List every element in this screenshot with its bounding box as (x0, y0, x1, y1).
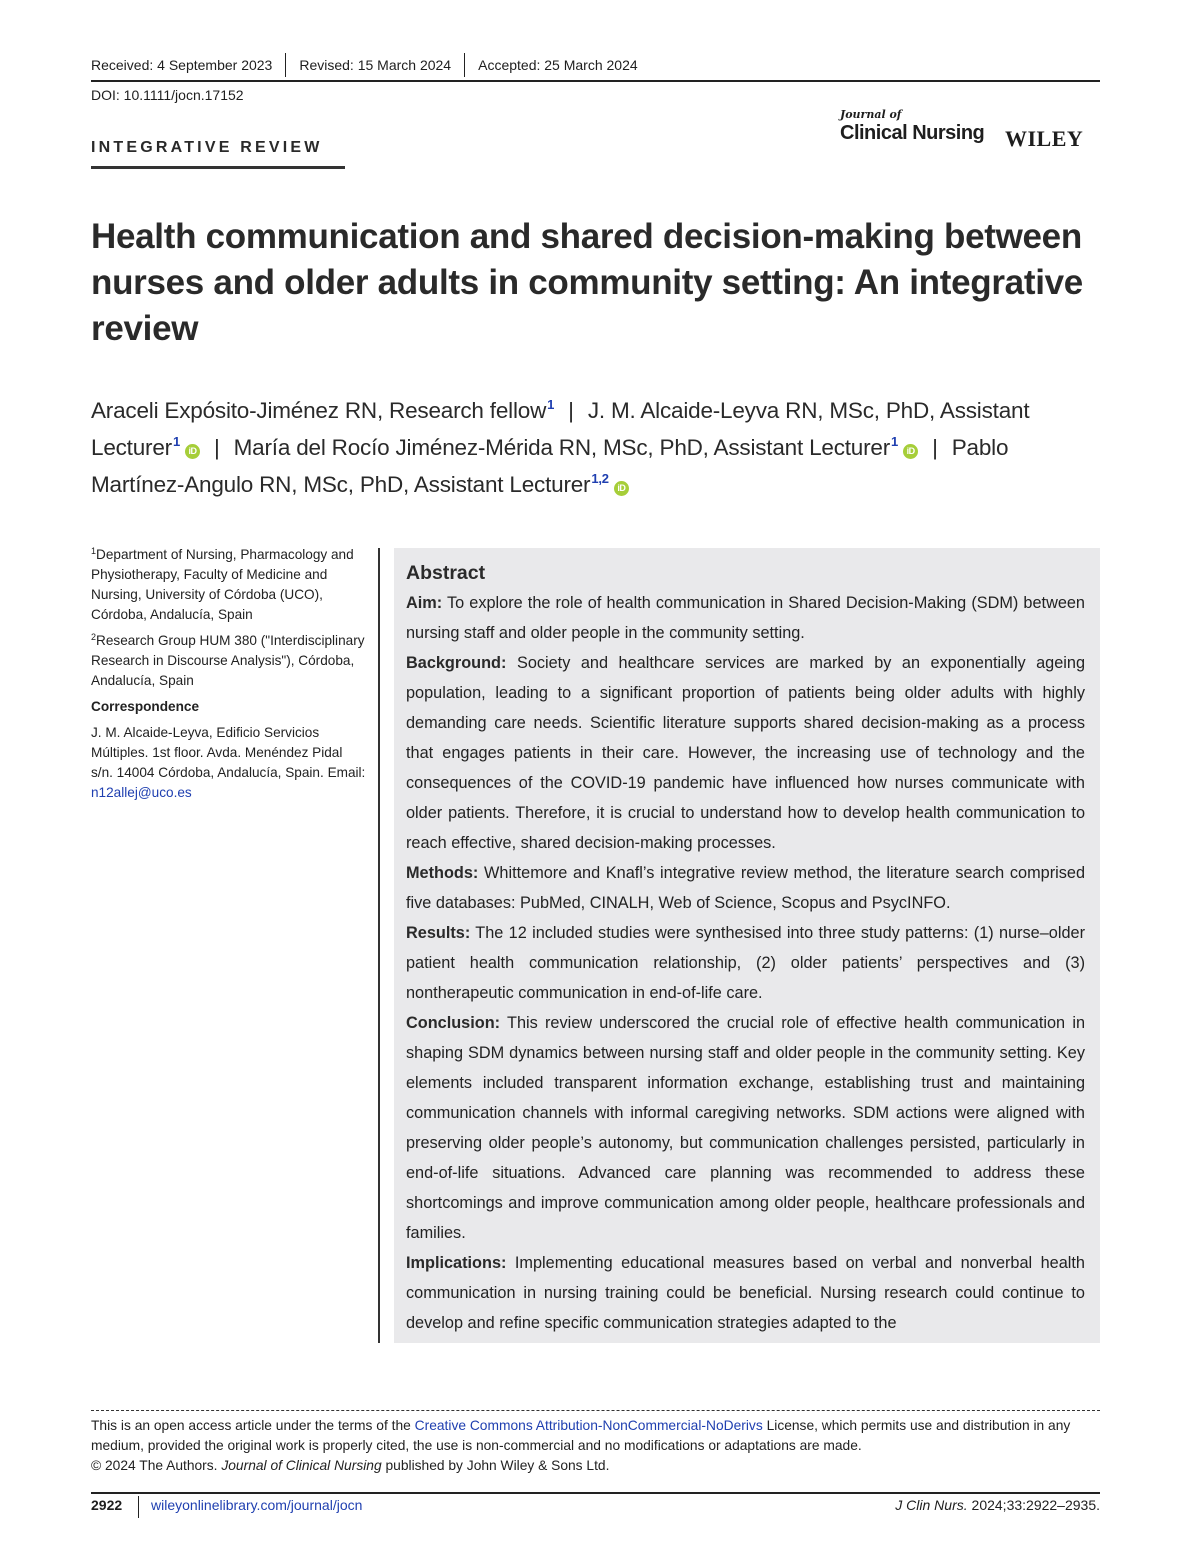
column-rule (378, 548, 380, 1343)
author-name: J. M. Alcaide-Leyva RN, MSc, PhD, Assistant Lecturer (91, 398, 1030, 460)
author-name: Pablo Martínez-Angulo RN, MSc, PhD, Assistant Lecturer (91, 435, 1009, 497)
article-dates (91, 57, 638, 77)
license-notice: This is an open access article under the terms of the Creative Commons Attribution-NonCommercial-NoDerivs License, which permits use and distribution in any medium, provided the original work is properly cited, the use is non-commercial and no modifications or adaptations are made. © 2024 The Authors. Journal of Clinical Nursing published by John Wiley & Sons Ltd. (91, 1416, 1100, 1476)
doi[interactable]: DOI: 10.1111/jocn.17152 (91, 87, 244, 103)
author-separator: | (932, 435, 938, 460)
affiliation: $^1$Department of Nursing, Pharmacology and Physiotherapy, Faculty of Medicine and Nursing, University of Córdoba (UCO), Córdoba, Andalucía, Spain (91, 546, 354, 622)
section-label: INTEGRATIVE REVIEW (91, 139, 323, 156)
author-name: Araceli Expósito-Jiménez RN, Research fellow (91, 398, 547, 423)
abstract-aim: Aim: To explore the role of health communication in Shared Decision-Making (SDM) between nursing staff and older people in the community setting. (406, 594, 1085, 642)
abstract-methods: Methods: Whittemore and Knafl’s integrative review method, the literature search comprised five databases: PubMed, CINALH, Web of Science, Scopus and PsycINFO. (406, 864, 1086, 912)
copyright: © 2024 The Authors. Journal of Clinical Nursing published by John Wiley & Sons Ltd. (91, 1458, 610, 1473)
affiliations (91, 545, 366, 803)
citation: J Clin Nurs. 2024;33:2922–2935. (895, 1497, 1100, 1513)
correspondence-address: J. M. Alcaide-Leyva, Edificio Servicios Múltiples. 1st floor. Avda. Menéndez Pidal s/n. 14004 Córdoba, Andalucía, Spain. Email: n12allej@uco.es (91, 725, 366, 800)
publisher-logo: WILEY (1005, 126, 1084, 151)
license-link[interactable]: Creative Commons Attribution-NonCommercial-NoDerivs (414, 1418, 763, 1433)
abstract-conclusion: Conclusion: This review underscored the crucial role of effective health communication in shaping SDM dynamics between nursing staff and older people in the community setting. Key elements included transparent information exchange, establishing trust and maintaining communication channels with informal caregiving networks. SDM actions were aligned with preserving older people’s autonomy, but communication challenges persisted, particularly in end-of-life situations. Advanced care planning was recommended to address these shortcomings and improve communication among older people, healthcare professionals and families. (406, 1014, 1085, 1242)
date-divider (285, 53, 286, 77)
email-label: Email: (327, 765, 366, 780)
orcid-icon[interactable]: iD (614, 481, 629, 496)
author-separator: | (568, 398, 574, 423)
footer-divider (138, 1496, 139, 1518)
author-list (91, 392, 1101, 503)
footer-rule (91, 1492, 1100, 1494)
abstract-results: Results: The 12 included studies were synthesised into three study patterns: (1) nurse–older patient health communication relationship, (2) older patients’ perspectives and (3) nontherapeutic communication in end-of-life care. (406, 924, 1085, 1002)
affiliation-ref[interactable]: 1 (547, 397, 555, 412)
author-separator: | (213, 435, 220, 460)
affiliation-ref[interactable]: 1,2 (591, 471, 609, 486)
abstract-background: Background: Society and healthcare services are marked by an exponentially ageing population, leading to a significant proportion of patients being older adults with highly demanding care needs. Scientific literature supports shared decision-making as a process that engages patients in their care. However, the increasing use of technology and the consequences of the COVID-19 pandemic have influenced how nurses communicate with older patients. Therefore, it is crucial to understand how to develop health communication to reach effective, shared decision-making processes. (406, 654, 1085, 852)
header-rule (91, 80, 1100, 82)
received-date: Received: 4 September 2023 (91, 57, 273, 73)
orcid-icon[interactable]: iD (185, 444, 200, 459)
journal-url-link[interactable]: wileyonlinelibrary.com/journal/jocn (151, 1497, 363, 1513)
affiliation: $^2$Research Group HUM 380 ("Interdisciplinary Research in Discourse Analysis"), Córdoba, Andalucía, Spain (91, 632, 365, 688)
abstract-box (394, 548, 1100, 1343)
orcid-icon[interactable]: iD (903, 444, 918, 459)
date-divider (464, 53, 465, 77)
revised-date: Revised: 15 March 2024 (299, 57, 452, 73)
journal-logo (840, 108, 1100, 152)
abstract-implications: Implications: Implementing educational measures based on verbal and nonverbal health communication in nursing training could be beneficial. Nursing research could continue to develop and refine specific communication strategies adapted to the (406, 1254, 1085, 1332)
article-title: Health communication and shared decision-making between nurses and older adults in community setting: An integrative review (91, 217, 1083, 348)
author-name: María del Rocío Jiménez-Mérida RN, MSc, PhD, Assistant Lecturer (233, 435, 891, 460)
affiliation-ref[interactable]: 1 (172, 434, 180, 449)
accepted-date: Accepted: 25 March 2024 (478, 57, 638, 73)
journal-name: Clinical Nursing (840, 122, 985, 144)
page-number: 2922 (91, 1497, 123, 1513)
affiliation-ref[interactable]: 1 (891, 434, 899, 449)
correspondence-heading: Correspondence (91, 699, 200, 714)
abstract-heading: Abstract (406, 562, 486, 584)
journal-of: Journal of (840, 108, 902, 121)
license-divider (91, 1410, 1100, 1411)
section-rule (91, 166, 345, 169)
email-link[interactable]: n12allej@uco.es (91, 785, 192, 800)
